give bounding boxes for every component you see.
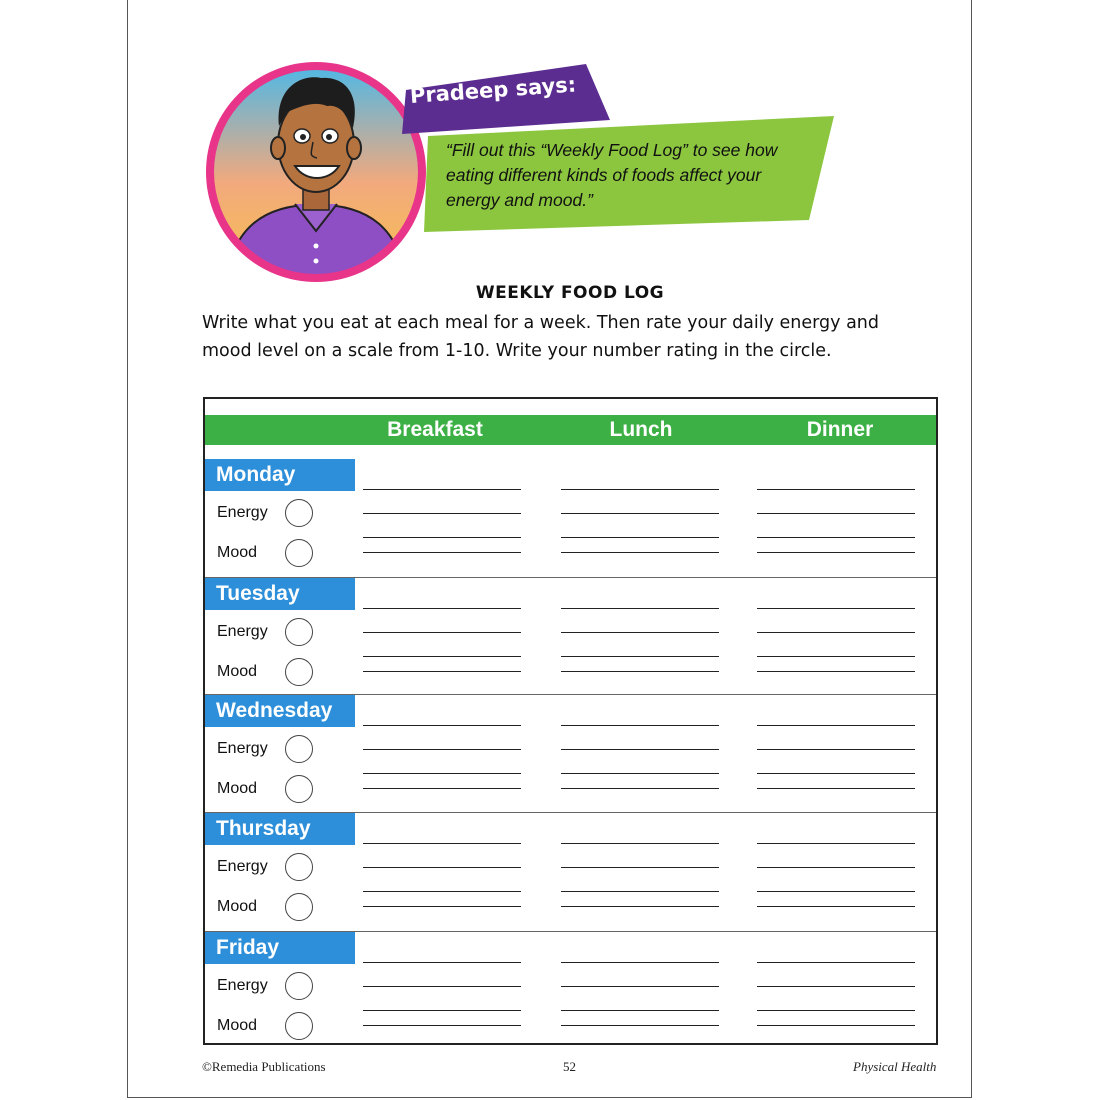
- energy-rating-row: [217, 497, 313, 529]
- lunch-write-line[interactable]: [561, 513, 719, 514]
- day-block-tuesday: [205, 577, 936, 695]
- day-label-monday: Monday: [205, 459, 355, 491]
- lunch-write-line[interactable]: [561, 986, 719, 987]
- breakfast-write-line[interactable]: [363, 552, 521, 553]
- energy-rating-row: [217, 616, 313, 648]
- breakfast-write-line[interactable]: [363, 513, 521, 514]
- column-header-dinner: Dinner: [806, 418, 874, 441]
- lunch-write-line[interactable]: [561, 1010, 719, 1011]
- column-header-lunch: Lunch: [609, 418, 673, 441]
- energy-rating-row: [217, 733, 313, 765]
- lunch-write-line[interactable]: [561, 962, 719, 963]
- lunch-write-line[interactable]: [561, 891, 719, 892]
- dinner-write-line[interactable]: [757, 962, 915, 963]
- lunch-write-line[interactable]: [561, 671, 719, 672]
- dinner-write-line[interactable]: [757, 513, 915, 514]
- breakfast-write-line[interactable]: [363, 656, 521, 657]
- lunch-write-line[interactable]: [561, 906, 719, 907]
- mood-label: Mood: [217, 1017, 258, 1034]
- dinner-write-line[interactable]: [757, 1010, 915, 1011]
- breakfast-write-line[interactable]: [363, 867, 521, 868]
- mood-label: Mood: [217, 780, 258, 797]
- day-label-friday: Friday: [205, 932, 355, 964]
- day-label-thursday: Thursday: [205, 813, 355, 845]
- energy-rating-row: [217, 970, 313, 1002]
- log-instructions: Write what you eat at each meal for a week. Then rate your daily energy and mood level on a scale from 1-10. Write your number rating in the circle.: [202, 313, 880, 361]
- pradeep-avatar: [203, 56, 429, 288]
- lunch-write-line[interactable]: [561, 656, 719, 657]
- breakfast-write-line[interactable]: [363, 906, 521, 907]
- dinner-write-line[interactable]: [757, 671, 915, 672]
- breakfast-write-line[interactable]: [363, 671, 521, 672]
- day-block-wednesday: [205, 694, 936, 813]
- energy-rating-circle[interactable]: [285, 853, 313, 881]
- dinner-write-line[interactable]: [757, 632, 915, 633]
- lunch-write-line[interactable]: [561, 773, 719, 774]
- mood-rating-circle[interactable]: [285, 775, 313, 803]
- breakfast-write-line[interactable]: [363, 788, 521, 789]
- energy-rating-circle[interactable]: [285, 618, 313, 646]
- lunch-write-line[interactable]: [561, 843, 719, 844]
- mood-rating-row: [217, 537, 313, 569]
- mood-label: Mood: [217, 544, 258, 561]
- dinner-write-line[interactable]: [757, 608, 915, 609]
- log-title: WEEKLY FOOD LOG: [475, 283, 665, 303]
- dinner-write-line[interactable]: [757, 725, 915, 726]
- energy-rating-circle[interactable]: [285, 735, 313, 763]
- mood-rating-row: [217, 773, 313, 805]
- dinner-write-line[interactable]: [757, 986, 915, 987]
- dinner-write-line[interactable]: [757, 489, 915, 490]
- lunch-write-line[interactable]: [561, 537, 719, 538]
- breakfast-write-line[interactable]: [363, 537, 521, 538]
- dinner-write-line[interactable]: [757, 788, 915, 789]
- breakfast-write-line[interactable]: [363, 489, 521, 490]
- energy-label: Energy: [217, 504, 268, 521]
- dinner-write-line[interactable]: [757, 773, 915, 774]
- energy-rating-row: [217, 851, 313, 883]
- day-block-monday: [205, 459, 936, 577]
- day-label-tuesday: Tuesday: [205, 578, 355, 610]
- energy-label: Energy: [217, 623, 268, 640]
- dinner-write-line[interactable]: [757, 843, 915, 844]
- breakfast-write-line[interactable]: [363, 773, 521, 774]
- lunch-write-line[interactable]: [561, 489, 719, 490]
- column-header-breakfast: Breakfast: [387, 418, 483, 441]
- lunch-write-line[interactable]: [561, 1025, 719, 1026]
- energy-rating-circle[interactable]: [285, 972, 313, 1000]
- mood-label: Mood: [217, 663, 258, 680]
- breakfast-write-line[interactable]: [363, 962, 521, 963]
- mood-rating-circle[interactable]: [285, 539, 313, 567]
- footer-page-number: 52: [563, 1059, 576, 1074]
- day-label-wednesday: Wednesday: [205, 695, 355, 727]
- breakfast-write-line[interactable]: [363, 1025, 521, 1026]
- mood-rating-row: [217, 1010, 313, 1042]
- dinner-write-line[interactable]: [757, 749, 915, 750]
- mood-rating-circle[interactable]: [285, 658, 313, 686]
- energy-label: Energy: [217, 858, 268, 875]
- energy-rating-circle[interactable]: [285, 499, 313, 527]
- meal-header-bar: [205, 415, 936, 445]
- lunch-write-line[interactable]: [561, 725, 719, 726]
- dinner-write-line[interactable]: [757, 1025, 915, 1026]
- breakfast-write-line[interactable]: [363, 986, 521, 987]
- breakfast-write-line[interactable]: [363, 749, 521, 750]
- energy-label: Energy: [217, 977, 268, 994]
- dinner-write-line[interactable]: [757, 552, 915, 553]
- dinner-write-line[interactable]: [757, 906, 915, 907]
- lunch-write-line[interactable]: [561, 749, 719, 750]
- lunch-write-line[interactable]: [561, 867, 719, 868]
- lunch-write-line[interactable]: [561, 608, 719, 609]
- energy-label: Energy: [217, 740, 268, 757]
- footer-section: Physical Health: [853, 1059, 937, 1074]
- breakfast-write-line[interactable]: [363, 1010, 521, 1011]
- dinner-write-line[interactable]: [757, 656, 915, 657]
- lunch-write-line[interactable]: [561, 632, 719, 633]
- breakfast-write-line[interactable]: [363, 843, 521, 844]
- mood-rating-circle[interactable]: [285, 1012, 313, 1040]
- speaker-quote: “Fill out this “Weekly Food Log” to see how eating different kinds of foods affect your energy and mood.”: [446, 140, 778, 210]
- lunch-write-line[interactable]: [561, 788, 719, 789]
- breakfast-write-line[interactable]: [363, 891, 521, 892]
- speaker-name-text: Pradeep says:: [409, 72, 577, 108]
- mood-rating-circle[interactable]: [285, 893, 313, 921]
- mood-rating-row: [217, 656, 313, 688]
- breakfast-write-line[interactable]: [363, 632, 521, 633]
- day-block-thursday: [205, 812, 936, 932]
- food-log-table: [203, 397, 938, 1045]
- mood-rating-row: [217, 891, 313, 923]
- dinner-write-line[interactable]: [757, 891, 915, 892]
- breakfast-write-line[interactable]: [363, 725, 521, 726]
- dinner-write-line[interactable]: [757, 867, 915, 868]
- day-block-friday: [205, 931, 936, 1044]
- mood-label: Mood: [217, 898, 258, 915]
- dinner-write-line[interactable]: [757, 537, 915, 538]
- footer-publisher: ©Remedia Publications: [202, 1059, 326, 1074]
- lunch-write-line[interactable]: [561, 552, 719, 553]
- breakfast-write-line[interactable]: [363, 608, 521, 609]
